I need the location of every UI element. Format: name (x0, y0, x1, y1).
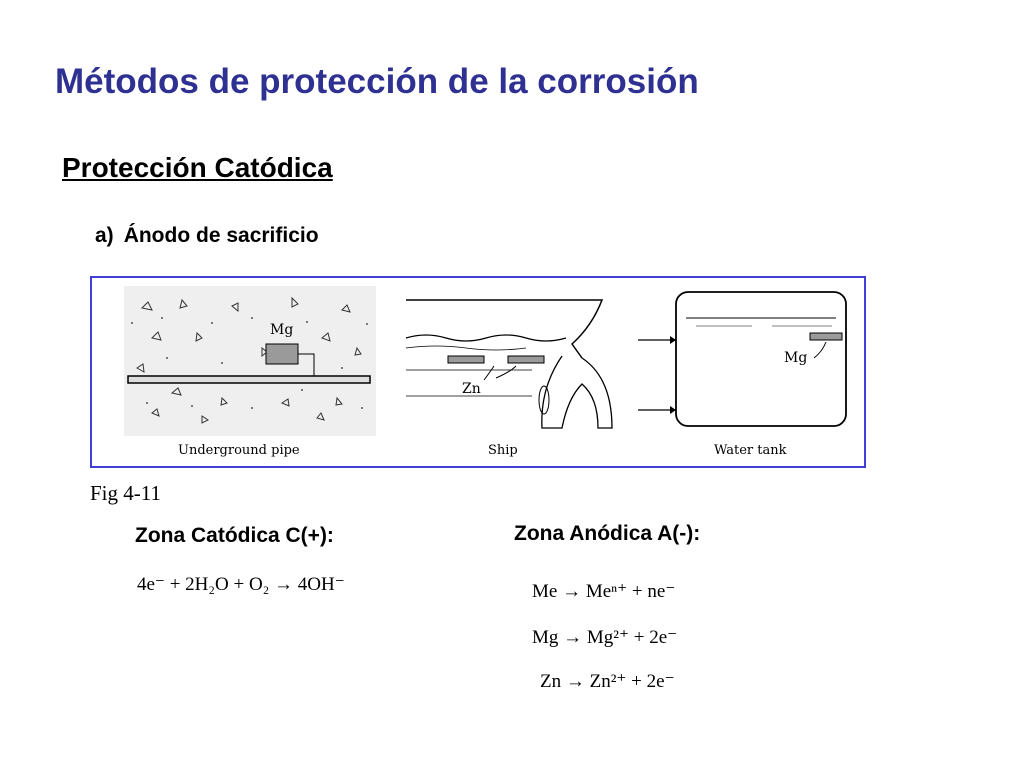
ship-panel (406, 300, 612, 458)
cathodic-zone-title: Zona Catódica C(+): (135, 524, 334, 547)
anode-label-mg: Mg (270, 322, 294, 338)
anode-label-zn: Zn (462, 381, 481, 397)
zn-anode-2 (508, 356, 544, 363)
tank-outline (676, 292, 846, 426)
mg-anode-block (266, 344, 298, 364)
caption-ship: Ship (488, 443, 518, 458)
anode-label-mg-tank: Mg (784, 350, 808, 366)
cathodic-protection-figure (90, 276, 866, 468)
water-line (406, 335, 566, 341)
caption-water-tank: Water tank (714, 443, 787, 458)
list-marker: a) (95, 224, 114, 247)
ship-stern (542, 356, 612, 428)
section-heading: Protección Catódica (62, 152, 333, 183)
anodic-zone-title: Zona Anódica A(-): (514, 522, 701, 545)
cathodic-equation: 4e⁻ + 2H₂O + O₂ → 4OH⁻ (137, 574, 345, 595)
ship-hull-top (406, 300, 602, 358)
soil-area (124, 286, 376, 436)
list-item (95, 224, 319, 248)
water-tank-panel (638, 292, 846, 458)
anodic-equation-zn: Zn → Zn²⁺ + 2e⁻ (540, 671, 675, 692)
slide-title: Métodos de protección de la corrosión (55, 62, 699, 101)
mg-anode-tank (810, 333, 842, 340)
figure-caption: Fig 4-11 (90, 481, 161, 505)
caption-underground-pipe: Underground pipe (178, 443, 300, 458)
pipe (128, 376, 370, 383)
anodic-equation-mg: Mg → Mg²⁺ + 2e⁻ (532, 627, 678, 648)
underground-pipe-panel (124, 286, 376, 458)
anodic-equation-general: Me → Meⁿ⁺ + ne⁻ (532, 581, 676, 602)
list-item-text: Ánodo de sacrificio (123, 224, 319, 247)
zn-anode-1 (448, 356, 484, 363)
